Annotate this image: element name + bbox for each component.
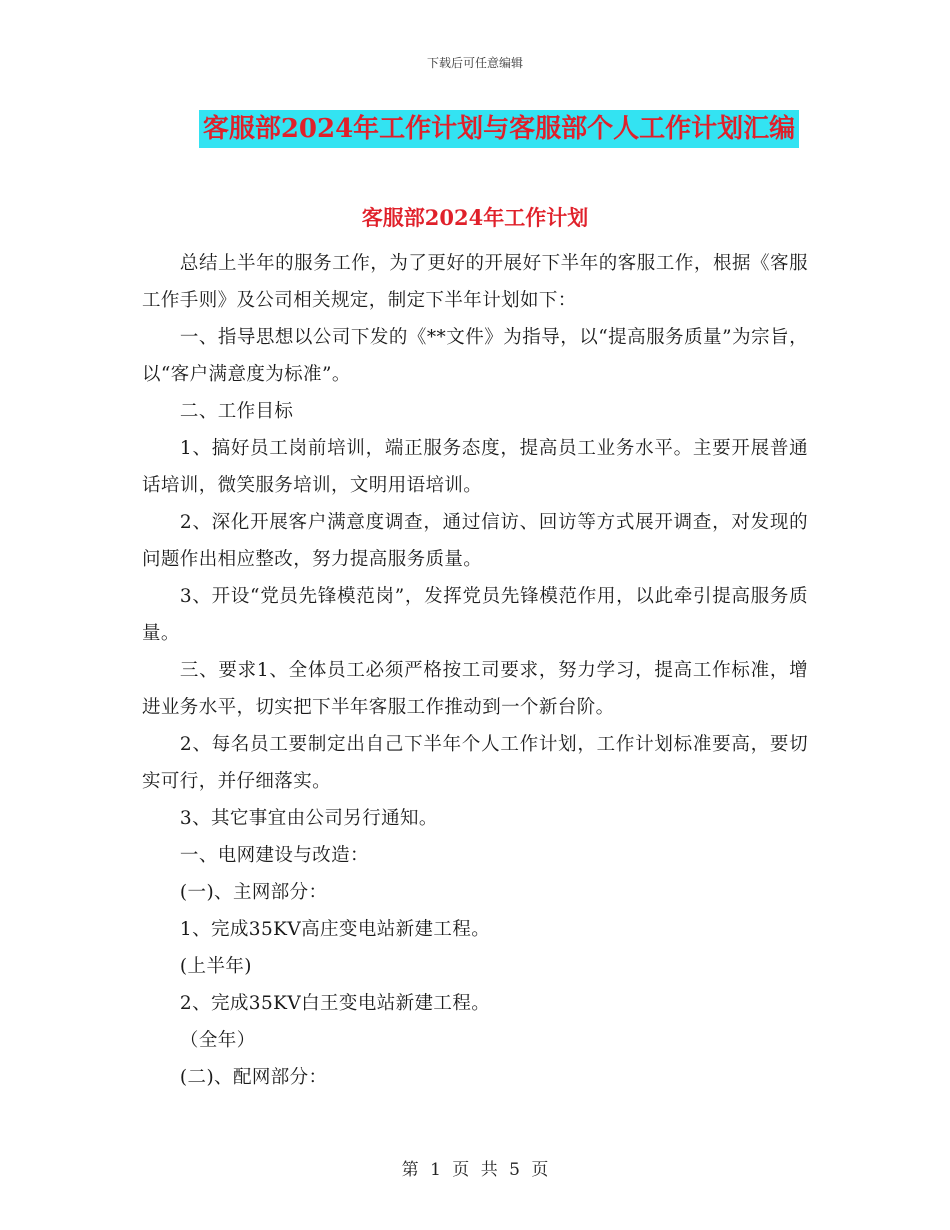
paragraph-goal-3: 3、开设“党员先锋模范岗”，发挥党员先锋模范作用，以此牵引提高服务质量。 [142,586,808,644]
paragraph-requirement-2: 2、每名员工要制定出自己下半年个人工作计划，工作计划标准要高，要切实可行，并仔细落实。 [142,734,808,792]
paragraph-goal-1: 1、搞好员工岗前培训，端正服务态度，提高员工业务水平。主要开展普通话培训，微笑服务培训，文明用语培训。 [142,438,808,496]
page-number-footer: 第 1 页 共 5 页 [401,1160,549,1180]
section-title: 客服部2024年工作计划 [361,205,589,230]
paragraph-full-year: （全年） [179,1030,256,1051]
document-body [142,245,808,1096]
page-header-note: 下载后可任意编辑 [426,56,523,70]
paragraph-intro: 总结上半年的服务工作，为了更好的开展好下半年的客服工作，根据《客服工作手则》及公司相关规定，制定下半年计划如下： [142,253,808,311]
paragraph-first-half: (上半年) [179,956,252,977]
paragraph-grid-heading: 一、电网建设与改造： [179,845,369,866]
paragraph-guiding-idea: 一、指导思想以公司下发的《**文件》为指导，以“提高服务质量”为宗旨，以“客户满意度为标准”。 [142,327,808,385]
paragraph-main-grid: (一)、主网部分： [179,882,328,903]
paragraph-goals-heading: 二、工作目标 [179,401,294,422]
document-title: 客服部2024年工作计划与客服部个人工作计划汇编 [199,110,799,148]
document-title-wrap [0,110,950,148]
paragraph-distribution-grid: (二)、配网部分： [179,1067,328,1088]
paragraph-main-grid-item-2: 2、完成35KV白王变电站新建工程。 [179,993,491,1014]
paragraph-main-grid-item-1: 1、完成35KV高庄变电站新建工程。 [179,919,491,940]
paragraph-requirement-3: 3、其它事宜由公司另行通知。 [179,808,438,829]
paragraph-requirement-1: 三、要求1、全体员工必须严格按工司要求，努力学习，提高工作标准，增进业务水平，切实把下半年客服工作推动到一个新台阶。 [142,660,808,718]
paragraph-goal-2: 2、深化开展客户满意度调查，通过信访、回访等方式展开调查，对发现的问题作出相应整改，努力提高服务质量。 [142,512,808,570]
